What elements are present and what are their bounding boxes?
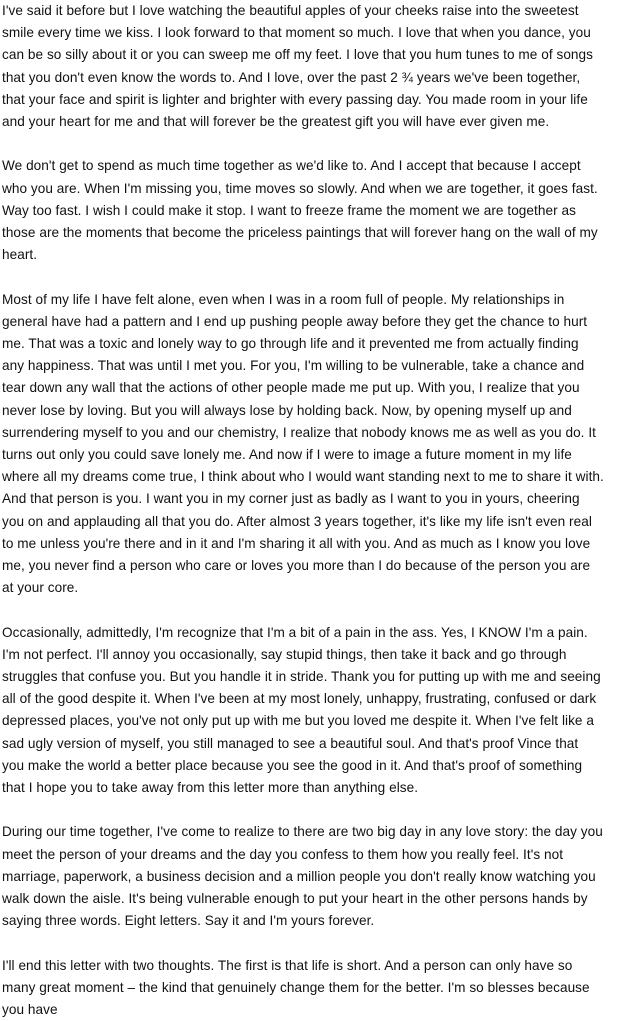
letter-paragraph-1: I've said it before but I love watching the beautiful apples of your cheeks raise into the sweetest smile every time we kiss. I look forward to that moment so much. I love that when you dance, you can be so silly about it or you can sweep me off my feet. I love that you hum tunes to me of songs that you don't even know the words to. And I love, over the past 2 ¾ years we've been together, that your face and spirit is lighter and brighter with every passing day. You made room in your life and your heart for me and that will forever be the greatest gift you will have ever given me. (2, 3, 594, 130)
letter-paragraph-6: I'll end this letter with two thoughts. The first is that life is short. And a person can only have so many great moment – the kind that genuinely change them for the better. I'm so blesses because you have (2, 957, 590, 1018)
letter-body (2, 0, 604, 1021)
letter-paragraph-5: During our time together, I've come to realize to there are two big day in any love story: the day you meet the person of your dreams and the day you confess to them how you really feel. It's not marriage, paperwork, a business decision and a million people you don't really know watching you walk down the aisle. It's being vulnerable enough to put your heart in the other persons hands by saying three words. Eight letters. Say it and I'm yours forever. (2, 824, 603, 929)
letter-paragraph-4: Occasionally, admittedly, I'm recognize that I'm a bit of a pain in the ass. Yes, I KNOW I'm a pain. I'm not perfect. I'll annoy you occasionally, say stupid things, then take it back and go through struggles that confuse you. But you handle it in stride. Thank you for putting up with me and seeing all of the good despite it. When I've been at my most lonely, unhappy, frustrating, confused or dark depressed places, you've not only put up with me but you loved me despite it. When I've felt like a sad ugly version of myself, you still managed to see a beautiful soul. And that's proof Vince that you make the world a better place because you see the good in it. And that's proof of something that I hope you to take away from this letter more than anything else. (2, 624, 601, 796)
letter-paragraph-2: We don't get to spend as much time together as we'd like to. And I accept that because I accept who you are. When I'm missing you, time moves so slowly. And when we are together, it goes fast. Way too fast. I wish I could make it stop. I want to freeze frame the moment we are together as those are the moments that become the priceless paintings that will forever hang on the wall of my heart. (2, 158, 598, 263)
letter-paragraph-3: Most of my life I have felt alone, even when I was in a room full of people. My relationships in general have had a pattern and I end up pushing people away before they get the chance to hurt me. That was a toxic and lonely way to go through life and it prevented me from actually finding any happiness. That was until I met you. For you, I'm willing to be vulnerable, take a chance and tear down any wall that the actions of other people made me put up. With you, I realize that you never lose by loving. But you will always lose by holding back. Now, by opening myself up and surrendering myself to you and our chemistry, I realize that nobody knows me as well as you do. It turns out only you could save lonely me. And now if I were to image a future moment in my life where all my dreams come true, I think about who I would want standing next to me to share it with. And that person is you. I want you in my corner just as badly as I want to you in yours, cheering you on and applauding all that you do. After almost 3 years together, it's like my life isn't even real to me unless you're there and in it and I'm sharing it all with you. And as much as I know you love me, you never find a person who care or loves you more than I do because of the person you are at your core. (2, 291, 604, 596)
